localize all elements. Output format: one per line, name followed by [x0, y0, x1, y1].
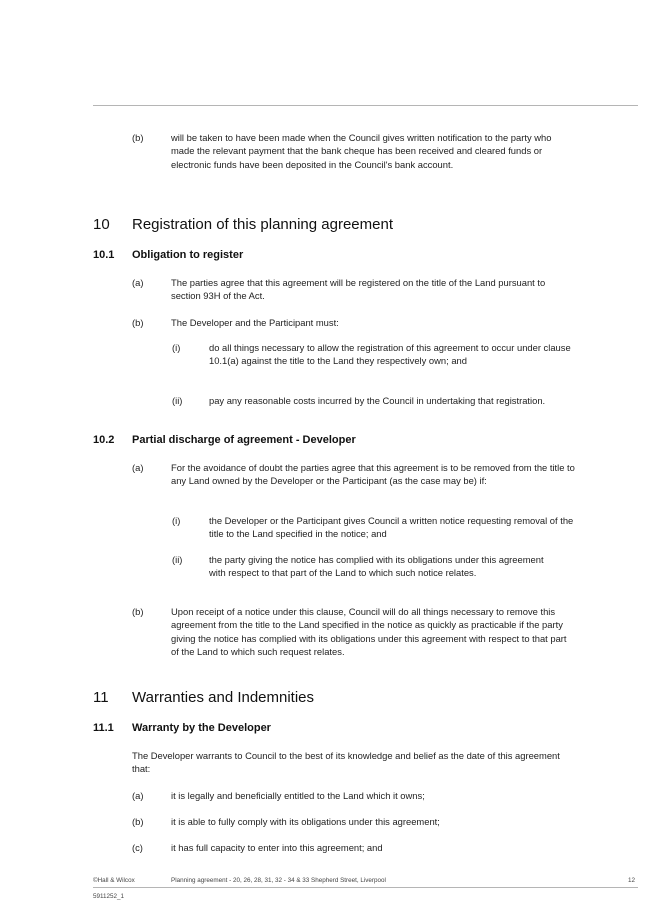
footer-copyright: ©Hall & Wilcox: [93, 877, 135, 884]
subsection-number: 11.1: [93, 722, 114, 734]
subclause-label: (i): [172, 342, 181, 353]
footer-document-ref: 5911252_1: [93, 893, 125, 900]
clause-text: it is able to fully comply with its obligations under this agreement;: [171, 816, 440, 827]
clause-label: (a): [132, 462, 144, 473]
clause-label: (c): [132, 842, 143, 853]
intro-text: The Developer warrants to Council to the best of its knowledge and belief as the date of this agreement that:: [132, 750, 560, 775]
subclause-text: the Developer or the Participant gives Council a written notice requesting removal of the title to the Land specified in the notice; and: [209, 515, 574, 540]
subsection-number: 10.2: [93, 434, 115, 446]
clause-text: Upon receipt of a notice under this clause, Council will do all things necessary to remove this agreement from the title to the Land specified in the notice as quickly as practicable if the party giving the notice has complied with its obligations under this agreement with respect to that part of the Land to which such request relates.: [171, 606, 567, 658]
subclause-text: pay any reasonable costs incurred by the Council in undertaking that registration.: [209, 395, 546, 406]
subclause-label: (ii): [172, 395, 183, 406]
clause-text: For the avoidance of doubt the parties agree that this agreement is to be removed from the title to any Land owned by the Developer or the Participant (as the case may be) if:: [171, 462, 575, 487]
clause-label: (a): [132, 277, 144, 288]
subclause-text: do all things necessary to allow the registration of this agreement to occur under clause 10.1(a) against the title to the Land they respectively own; and: [209, 342, 571, 367]
subsection-title: Obligation to register: [132, 249, 244, 261]
clause-text: The Developer and the Participant must:: [171, 317, 339, 328]
clause-text: it has full capacity to enter into this agreement; and: [171, 842, 383, 853]
footer-page-number: 12: [628, 877, 636, 884]
section-title: Registration of this planning agreement: [132, 216, 393, 233]
clause-label: (b): [132, 606, 144, 617]
subsection-title: Partial discharge of agreement - Developer: [132, 434, 356, 446]
subsection-title: Warranty by the Developer: [132, 722, 271, 734]
footer-document-title: Planning agreement - 20, 26, 28, 31, 32 - 34 & 33 Shepherd Street, Liverpool: [171, 877, 386, 884]
clause-label: (a): [132, 790, 144, 801]
header-rule: [93, 105, 638, 106]
clause-label: (b): [132, 132, 144, 143]
clause-text: will be taken to have been made when the Council gives written notification to the party who made the relevant payment that the bank cheque has been received and cleared funds or electronic funds have been deposited in the Council's bank account.: [171, 132, 552, 170]
clause-text: it is legally and beneficially entitled to the Land which it owns;: [171, 790, 425, 801]
clause-label: (b): [132, 317, 144, 328]
section-number: 10: [93, 216, 110, 233]
subclause-label: (ii): [172, 554, 183, 565]
subsection-number: 10.1: [93, 249, 115, 261]
section-title: Warranties and Indemnities: [132, 689, 315, 706]
clause-label: (b): [132, 816, 144, 827]
subclause-label: (i): [172, 515, 181, 526]
section-number: 11: [93, 689, 109, 706]
footer-rule: [93, 887, 638, 888]
clause-text: The parties agree that this agreement will be registered on the title of the Land pursuant to section 93H of the Act.: [171, 277, 546, 302]
subclause-text: the party giving the notice has complied with its obligations under this agreement with respect to that part of the Land to which such notice relates.: [209, 554, 544, 579]
